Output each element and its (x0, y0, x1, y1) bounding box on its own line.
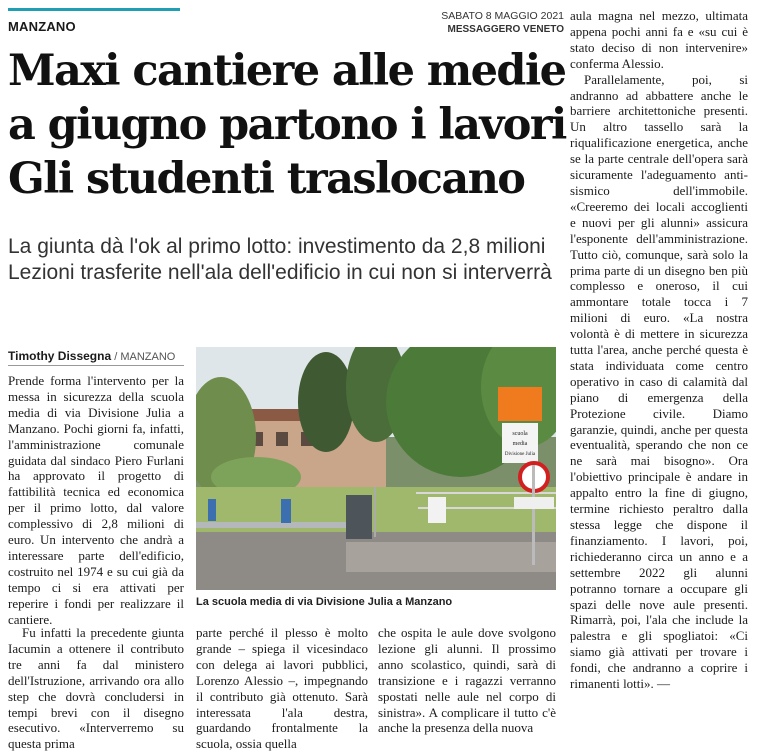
headline-line-2: a giugno partono i lavori (8, 100, 566, 150)
author-location: / MANZANO (114, 351, 176, 363)
sign-line-1: scuola (512, 431, 528, 437)
author-name: Timothy Dissegna (8, 349, 112, 363)
body-column-1-continued (8, 625, 184, 752)
headline-line-3: Gli studenti traslocano (8, 154, 525, 204)
body-column-4 (570, 8, 748, 692)
section-label: MANZANO (8, 19, 76, 34)
paragraph: parte perché il plesso è molto grande – spiega il vicesindaco con delega ai lavori pubblici, Lorenzo Alessio –, impegnando il contributo già ottenuto. Sarà interessata l'ala destra, guardando frontalmente la scuola, ossia quella (196, 625, 368, 752)
edition-info (404, 9, 564, 37)
paragraph: Prende forma l'intervento per la messa in sicurezza della scuola media di via Divisione Julia a Manzano. Pochi giorni fa, infatti, l'amministrazione comunale guidata dal sindaco Piero Furlani ha approvato il progetto di fattibilità tecnica ed economica per il primo lotto, dal valore complessivo di 2,8 milioni di euro. Un intervento che andrà a interessare parte dell'edificio, costruito nel 1974 e su cui già da tempo ci si era attivati per reperire i fondi per realizzare il cantiere. (8, 373, 184, 627)
publication-name: MESSAGGERO VENETO (447, 24, 564, 35)
body-column-2 (196, 625, 368, 752)
paragraph: aula magna nel mezzo, ultimata appena pochi anni fa e «su cui è stato deciso di non intervenire» conferma Alessio. (570, 8, 748, 71)
section-accent-bar (8, 8, 180, 11)
subtitle-line-2: Lezioni trasferite nell'ala dell'edificio in cui non si interverrà (8, 261, 552, 284)
headline (8, 44, 568, 206)
body-column-3 (378, 625, 556, 736)
paragraph: Fu infatti la precedente giunta Iacumin a ottenere il contributo tre anni fa dal ministero dell'Istruzione, arrivando ora allo step che dovrà concludersi in tempi brevi con il disegno esecutivo. «Interverremo su questa prima (8, 625, 184, 752)
body-column-1 (8, 373, 184, 628)
edition-date: SABATO 8 MAGGIO 2021 (441, 10, 564, 22)
sign-line-2: media (512, 441, 528, 447)
byline (8, 349, 184, 366)
subtitle (8, 234, 568, 286)
subtitle-line-1: La giunta dà l'ok al primo lotto: investimento da 2,8 milioni (8, 235, 546, 258)
sign-line-3: Divisione Julia (504, 452, 536, 457)
photo-caption: La scuola media di via Divisione Julia a Manzano (196, 596, 453, 608)
school-photo-illustration (196, 347, 556, 590)
headline-line-1: Maxi cantiere alle medie (8, 46, 566, 96)
paragraph: Parallelamente, poi, si andranno ad abbattere anche le barriere architettoniche presenti. Un altro tassello sarà la riqualificazione energetica, anche se la parte centrale dell'opera sarà sicuramente l'adeguamento anti-sismico dell'immobile. «Creeremo dei locali accoglienti e nuovi per gli alunni» assicura l'esponente dell'amministrazione. Tutto ciò, comunque, sarà solo la prima parte di un disegno ben più complesso e oneroso, il cui ammontare totale tocca i 7 milioni di euro. «La nostra volontà è di mettere in sicurezza tutta l'area, anche perché questa è stata individuata come centro operativo in caso di calamità dal piano di emergenza della Protezione civile. Diamo garanzie, quindi, anche per questa eventualità, sperando che non ce ne sarà mai bisogno». Ora l'obiettivo principale è andare in appalto entro la fine di giugno, termine richiesto peraltro dalla stessa legge che dispone il finanziamento. I lavori, poi, richiederanno circa un anno e a settembre 2022 gli alunni potranno tornare a occupare gli spazi delle nove aule presenti. Rimarrà, poi, l'ala che include la palestra e gli spogliatoi: «Ci siamo già attivati per trovare i fondi, che andranno a coprire i rimanenti lotti». — (570, 71, 748, 692)
school-photo (196, 347, 556, 590)
paragraph: che ospita le aule dove svolgono lezione gli alunni. Il prossimo anno scolastico, quindi, sarà di transizione e i ragazzi verranno spostati nelle aule nel corpo di sinistra». A complicare il tutto c'è anche la presenza della nuova (378, 625, 556, 736)
